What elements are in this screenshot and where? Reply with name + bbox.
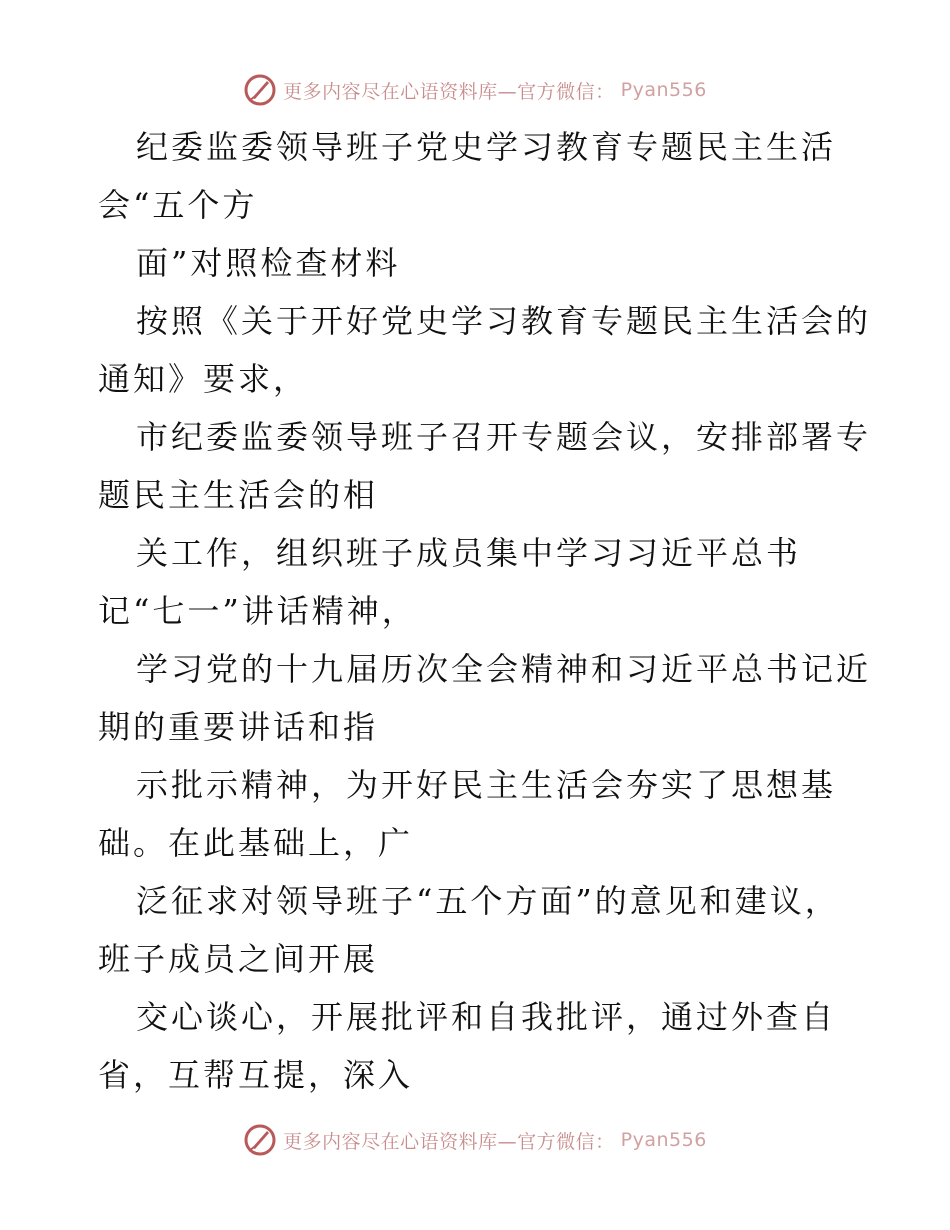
body-line: 示批示精神，为开好民主生活会夯实了思想基 [136,766,837,804]
title-line-2: 会“五个方 [98,186,258,224]
body-line: 市纪委监委领导班子召开专题会议，安排部署专 [136,418,872,456]
body-line: 省，互帮互提，深入 [98,1056,414,1094]
body-line: 泛征求对领导班子“五个方面”的意见和建议， [136,882,840,920]
body-line: 础。在此基础上，广 [98,824,414,862]
watermark-text: 更多内容尽在心语资料库—官方微信： [283,80,615,103]
body-line: 班子成员之间开展 [98,940,379,978]
quill-logo-icon [243,1123,277,1157]
body-line: 按照《关于开好党史学习教育专题民主生活会的 [136,302,872,340]
watermark-text: 更多内容尽在心语资料库—官方微信： [283,1130,615,1153]
title-line-3: 面”对照检查材料 [136,244,401,282]
body-line: 题民主生活会的相 [98,476,379,514]
body-line: 记“七一”讲话精神， [98,592,417,630]
document-body [98,118,872,1104]
body-line: 关工作，组织班子成员集中学习习近平总书 [136,534,802,572]
watermark-account: Pyan556 [620,1129,707,1151]
header-watermark [0,72,950,108]
body-line: 通知》要求， [98,360,309,398]
quill-logo-icon [243,73,277,107]
body-line: 期的重要讲话和指 [98,708,379,746]
title-line-1: 纪委监委领导班子党史学习教育专题民主生活 [136,128,837,166]
footer-watermark [0,1122,950,1158]
body-line: 交心谈心，开展批评和自我批评，通过外查自 [136,998,837,1036]
watermark-account: Pyan556 [620,79,707,101]
body-line: 学习党的十九届历次全会精神和习近平总书记近 [136,650,872,688]
